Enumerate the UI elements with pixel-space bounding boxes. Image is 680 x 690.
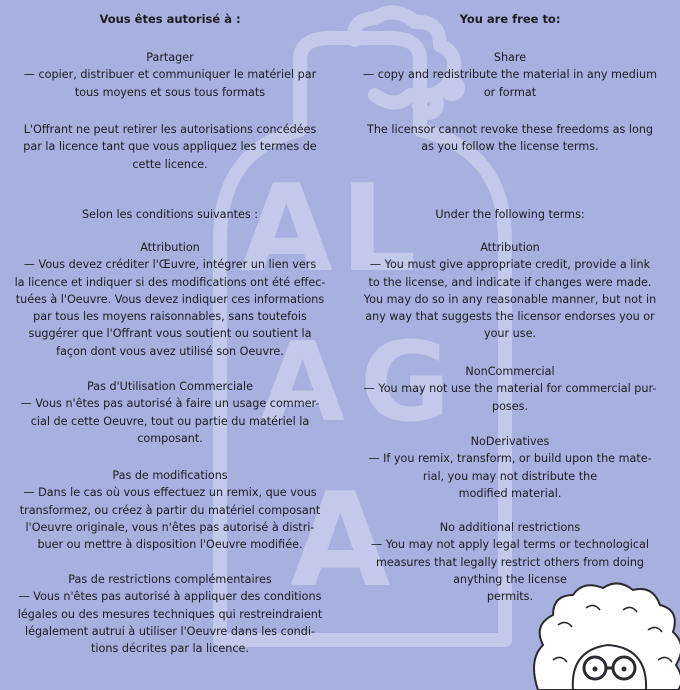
fr-noderivatives-section [0, 467, 340, 553]
fr-norestrictions-text: — Vous n'êtes pas autorisé à appliquer des conditions légales ou des mesures techniques qui restreindraient légalement autrui à utiliser l'Oeuvre dans les condi- tions décrites par la licence. [17, 590, 323, 656]
en-share-title: Share [493, 51, 527, 64]
en-attribution-section [340, 239, 680, 343]
curly-hair-character-icon [528, 580, 680, 690]
fr-share-section [0, 49, 340, 101]
fr-noderivatives-title: Pas de modifications [112, 469, 228, 482]
en-norestrictions-text: — You may not apply legal terms or technological measures that legally restrict others from doing anything the license permits. [370, 538, 650, 604]
fr-noncommercial-section [0, 378, 340, 447]
en-revoke-section [340, 121, 680, 156]
fr-revoke-section [0, 121, 340, 173]
svg-text:A: A [240, 160, 333, 299]
en-attribution-title: Attribution [480, 241, 540, 254]
en-norestrictions-title: No additional restrictions [439, 521, 581, 534]
en-freedoms-heading: You are free to: [459, 12, 561, 26]
fr-norestrictions-title: Pas de restrictions complémentaires [68, 573, 272, 586]
en-noderivatives-section [340, 433, 680, 502]
fr-share-title: Partager [146, 51, 194, 64]
fr-noncommercial-title: Pas d'Utilisation Commerciale [86, 380, 254, 393]
en-attribution-text: — You must give appropriate credit, provide a link to the license, and indicate if changes were made. You may do so in any reasonable manner, but not in any way that suggests the licensor endorses you or your use. [363, 258, 657, 341]
fr-norestrictions-section [0, 571, 340, 657]
en-noderivatives-text: — If you remix, transform, or build upon the mate- rial, you may not distribute the modified material. [368, 452, 652, 500]
en-share-text: — copy and redistribute the material in any medium or format [362, 68, 658, 99]
fr-attribution-section [0, 239, 340, 360]
fr-revoke-text: L'Offrant ne peut retirer les autorisations concédées par la licence tant que vous appliquez les termes de cette licence. [23, 123, 317, 171]
fr-noderivatives-text: — Dans le cas où vous effectuez un remix, que vous transformez, ou créez à partir du matériel composant l'Oeuvre originale, vous n'êtes pas autorisé à distri- buer ou mettre à disposition l'Oeuvre modifiée. [19, 486, 321, 552]
fr-attribution-text: — Vous devez créditer l'Œuvre, intégrer un lien vers la licence et indiquer si des modifications ont été effec- tuées à l'Oeuvre. Vous devez indiquer ces informations par tous les moyens raisonnables, sans toutefois suggérer que l'Offrant vous soutient ou soutient la façon dont vous avez utilisé son Oeuvre. [14, 258, 326, 358]
fr-share-text: — copier, distribuer et communiquer le matériel par tous moyens et sous tous formats [23, 68, 317, 99]
svg-text:A: A [260, 318, 346, 446]
svg-text:L: L [340, 160, 417, 299]
en-revoke-text: The licensor cannot revoke these freedoms as long as you follow the license terms. [366, 123, 654, 154]
fr-conditions-heading: Selon les conditions suivantes : [81, 208, 259, 221]
en-noncommercial-text: — You may not use the material for commercial pur- poses. [363, 382, 657, 413]
svg-text:A: A [290, 464, 391, 616]
svg-text:G: G [360, 318, 451, 446]
fr-freedoms-heading: Vous êtes autorisé à : [99, 12, 241, 26]
en-share-section [340, 49, 680, 101]
en-noderivatives-title: NoDerivatives [470, 435, 550, 448]
fr-noncommercial-text: — Vous n'êtes pas autorisé à faire un usage commer- cial de cette Oeuvre, tout ou partie du matériel la composant. [20, 397, 320, 445]
en-noncommercial-title: NonCommercial [465, 365, 555, 378]
en-noncommercial-section [340, 363, 680, 415]
en-conditions-heading: Under the following terms: [435, 208, 585, 221]
fr-attribution-title: Attribution [140, 241, 200, 254]
